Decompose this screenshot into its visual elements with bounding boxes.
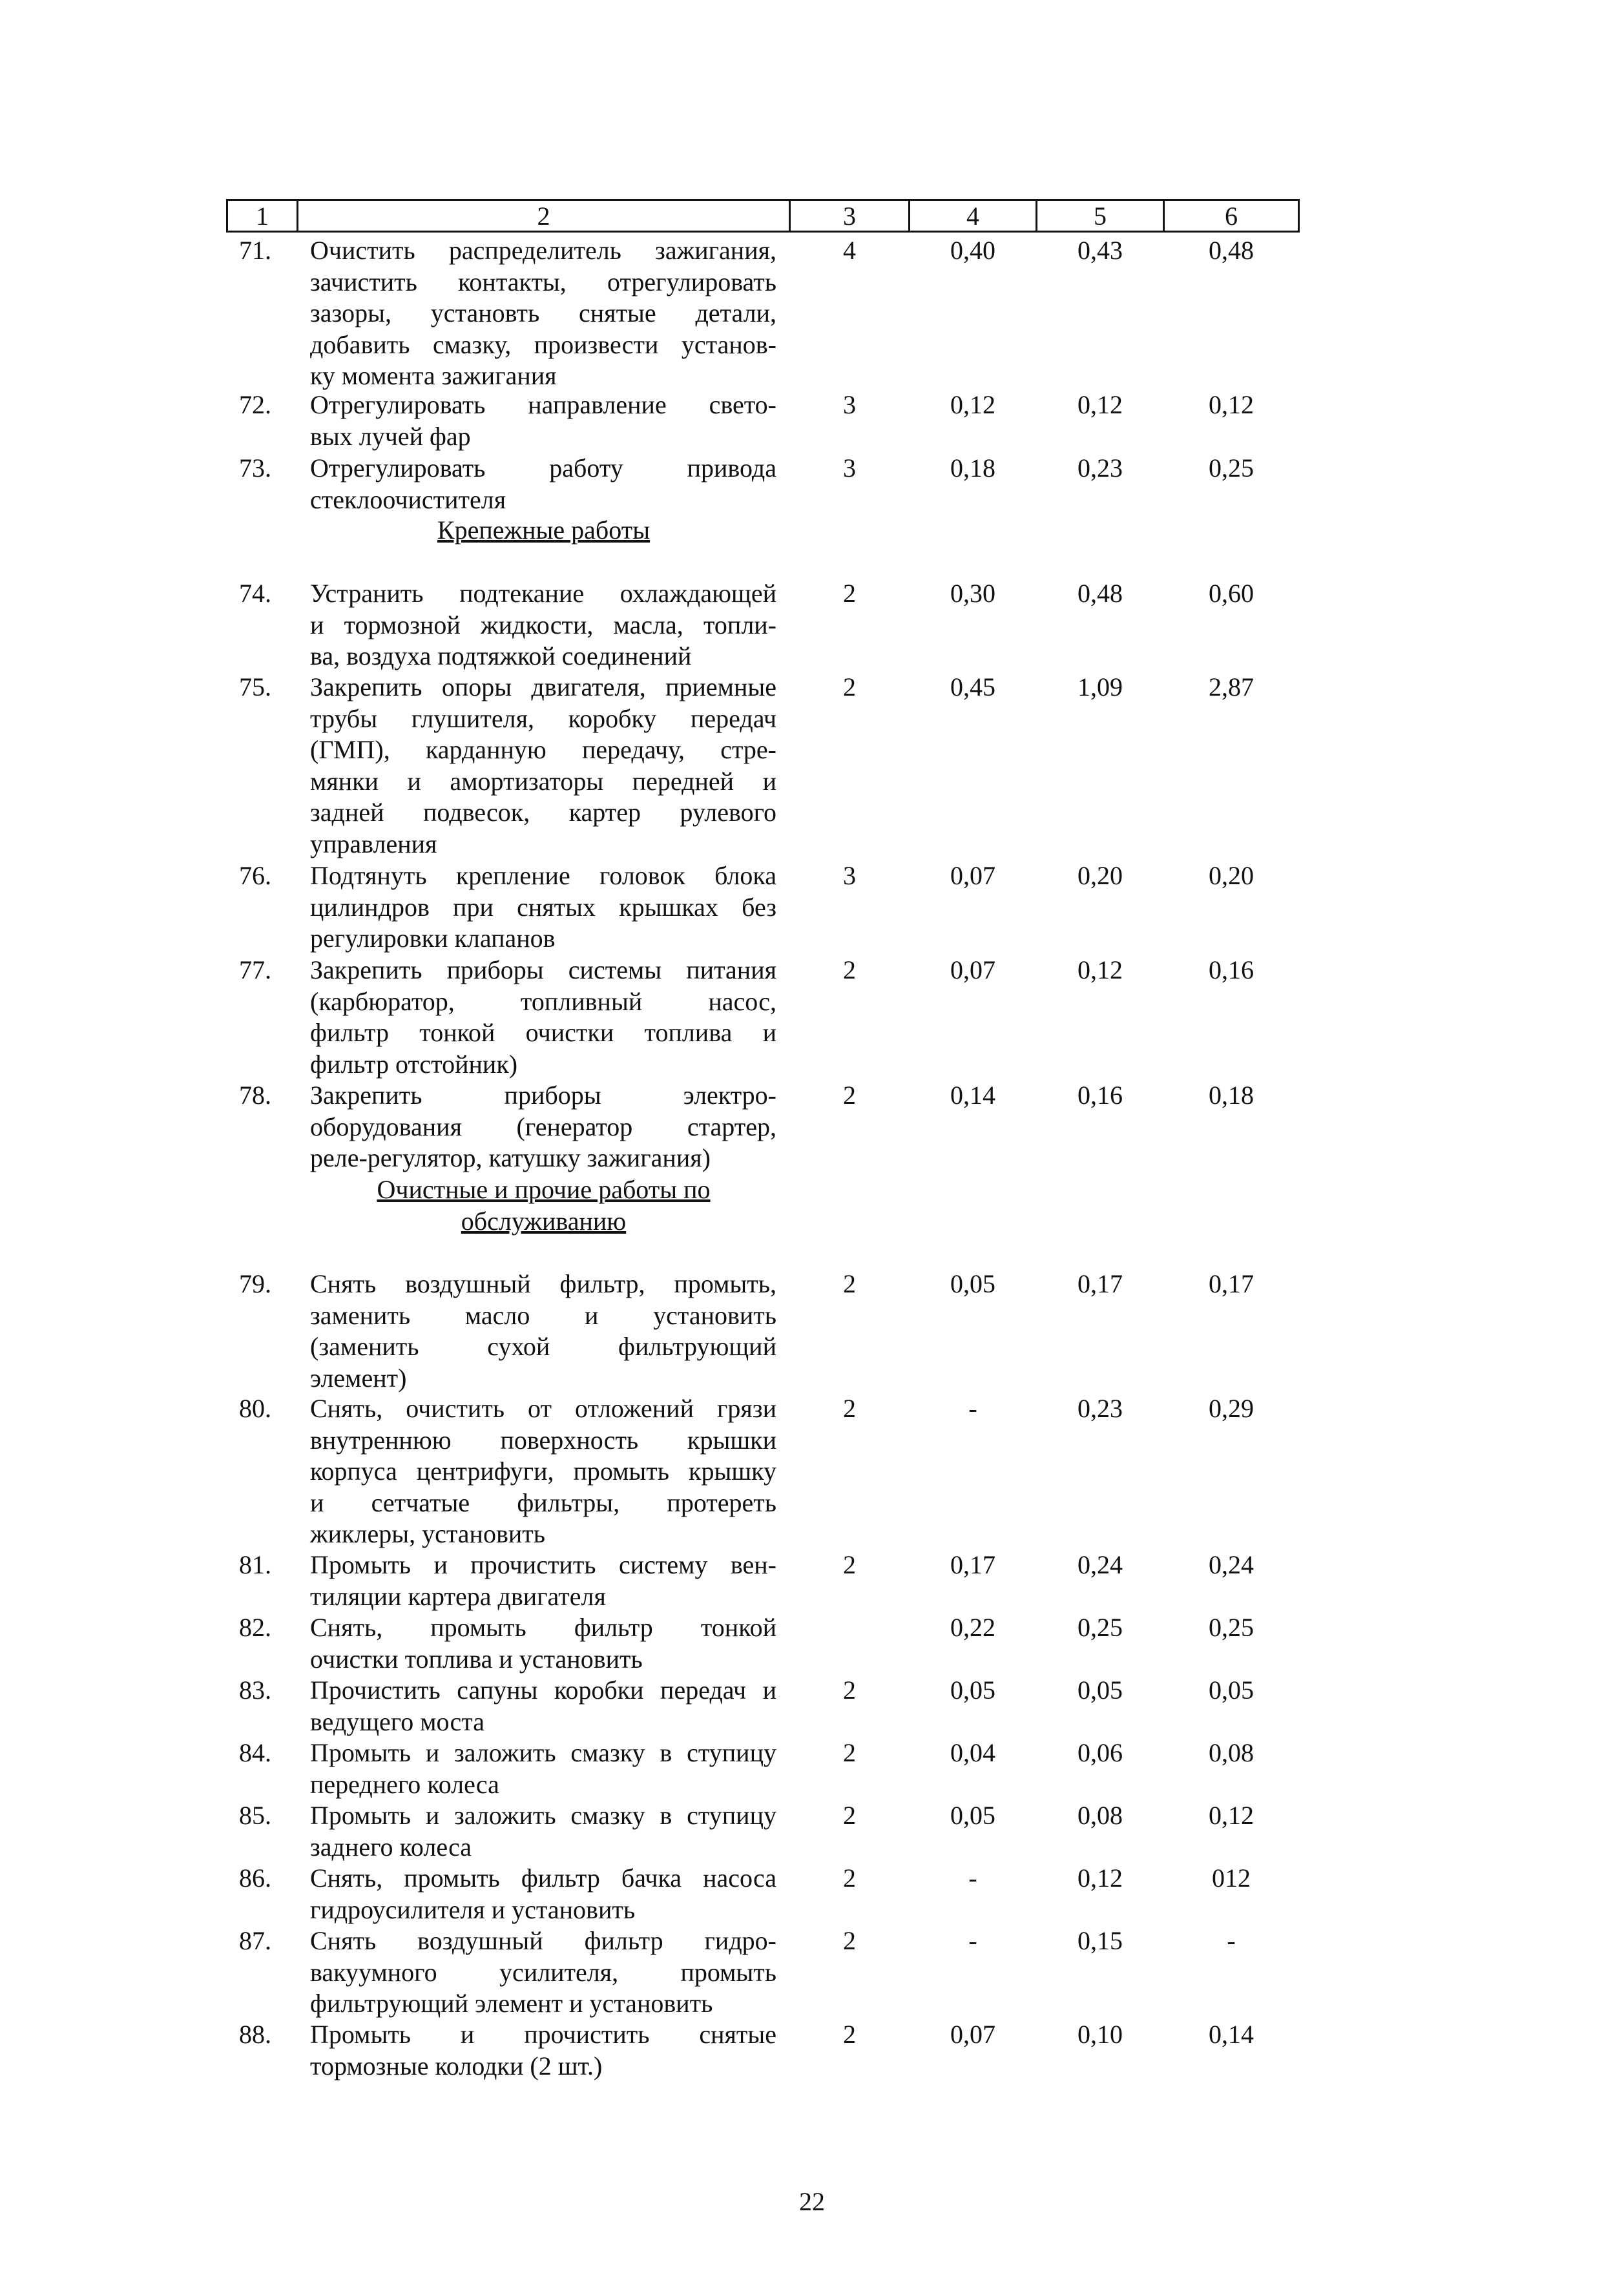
description-line: стеклоочистителя (310, 484, 506, 514)
section-heading: Крепежные работы (437, 515, 651, 545)
col5-value: 0,12 (1077, 955, 1123, 984)
description-line: Устранить подтекание охлаждающей (310, 579, 776, 608)
description-line: жиклеры, установить (310, 1519, 545, 1548)
row-number: 75. (239, 672, 271, 701)
section-heading-line: Очистные и прочие работы по (377, 1175, 711, 1204)
col5-value: 1,09 (1077, 672, 1123, 701)
col4-value: 0,22 (950, 1613, 995, 1642)
description-line: Подтянуть крепление головок блока (310, 861, 776, 890)
col4-value: 0,45 (950, 672, 995, 701)
description-line: (заменить сухой фильтрующий (310, 1332, 776, 1361)
description-line: Очистить распределитель зажигания, (310, 236, 776, 265)
row-description (310, 2019, 776, 2082)
row-number: 73. (239, 453, 271, 482)
description-line: ку момента зажигания (310, 361, 557, 390)
header-cell-4: 4 (908, 199, 1037, 233)
col6-value: 0,05 (1209, 1675, 1254, 1705)
col6-value: 0,16 (1209, 955, 1254, 984)
description-line: Снять воздушный фильтр, промыть, (310, 1269, 776, 1298)
col4-value: - (968, 1926, 977, 1955)
row-number: 80. (239, 1394, 271, 1423)
row-description (310, 1269, 776, 1394)
col5-value: 0,43 (1077, 236, 1123, 265)
col6-value: 012 (1212, 1863, 1251, 1893)
row-number: 81. (239, 1550, 271, 1579)
row-description (310, 672, 776, 860)
row-number: 78. (239, 1081, 271, 1110)
col3-value: 2 (843, 579, 856, 608)
row-description (310, 860, 776, 955)
col3-value: 2 (843, 1863, 856, 1893)
col6-value: 0,29 (1209, 1394, 1254, 1423)
page-number: 22 (799, 2187, 825, 2216)
description-line: и тормозной жидкости, масла, топли- (310, 610, 776, 639)
col5-value: 0,06 (1077, 1738, 1123, 1767)
col5-value: 0,23 (1077, 1394, 1123, 1423)
row-description (310, 1925, 776, 2020)
col6-value: 0,12 (1209, 1801, 1254, 1830)
description-line: оборудования (генератор стартер, (310, 1112, 776, 1141)
description-line: гидроусилителя и установить (310, 1894, 636, 1924)
row-number: 72. (239, 390, 271, 419)
description-line: управления (310, 829, 437, 858)
description-line: фильтр отстойник) (310, 1049, 518, 1079)
description-line: регулировки клапанов (310, 924, 556, 953)
description-line: Промыть и прочистить систему вен- (310, 1550, 776, 1579)
col3-value: 2 (843, 1675, 856, 1705)
description-line: очистки топлива и установить (310, 1644, 643, 1674)
col4-value: 0,14 (950, 1081, 995, 1110)
col4-value: 0,07 (950, 955, 995, 984)
description-line: внутреннюю поверхность крышки (310, 1425, 776, 1455)
row-description (310, 1612, 776, 1675)
description-line: и сетчатые фильтры, протереть (310, 1488, 776, 1517)
header-cell-1: 1 (226, 199, 298, 233)
description-line: Промыть и заложить смазку в ступицу (310, 1738, 776, 1767)
col3-value: 2 (843, 1269, 856, 1298)
description-line: Прочистить сапуны коробки передач и (310, 1675, 776, 1705)
row-number: 82. (239, 1613, 271, 1642)
col6-value: 0,48 (1209, 236, 1254, 265)
col3-value: 2 (843, 1738, 856, 1767)
description-line: мянки и амортизаторы передней и (310, 766, 776, 796)
col3-value: 2 (843, 1926, 856, 1955)
description-line: вакуумного усилителя, промыть (310, 1957, 776, 1987)
row-description (310, 389, 776, 452)
description-line: Промыть и прочистить снятые (310, 2020, 776, 2049)
row-description (310, 1675, 776, 1737)
row-description (310, 453, 776, 515)
description-line: (карбюратор, топливный насос, (310, 986, 776, 1016)
col6-value: 0,17 (1209, 1269, 1254, 1298)
row-description (310, 1393, 776, 1550)
col5-value: 0,10 (1077, 2020, 1123, 2049)
col3-value: 2 (843, 1550, 856, 1579)
description-line: Закрепить опоры двигателя, приемные (310, 672, 776, 701)
description-line: Снять воздушный фильтр гидро- (310, 1926, 776, 1955)
description-line: реле-регулятор, катушку зажигания) (310, 1143, 711, 1172)
col3-value: 2 (843, 2020, 856, 2049)
col6-value: 0,08 (1209, 1738, 1254, 1767)
description-line: зачистить контакты, отрегулировать (310, 267, 776, 296)
col3-value: 2 (843, 955, 856, 984)
col6-value: - (1227, 1926, 1236, 1955)
description-line: корпуса центрифуги, промыть крышку (310, 1457, 776, 1486)
row-description (310, 955, 776, 1080)
col4-value: - (968, 1863, 977, 1893)
description-line: переднего колеса (310, 1769, 499, 1799)
col3-value: 2 (843, 1801, 856, 1830)
col5-value: 0,08 (1077, 1801, 1123, 1830)
col5-value: 0,12 (1077, 390, 1123, 419)
col5-value: 0,05 (1077, 1675, 1123, 1705)
description-line: заднего колеса (310, 1832, 472, 1862)
col5-value: 0,12 (1077, 1863, 1123, 1893)
description-line: Отрегулировать работу привода (310, 453, 776, 482)
description-line: тормозные колодки (2 шт.) (310, 2051, 603, 2080)
description-line: (ГМП), карданную передачу, стре- (310, 735, 776, 764)
col6-value: 0,12 (1209, 390, 1254, 419)
row-number: 77. (239, 955, 271, 984)
col4-value: - (968, 1394, 977, 1423)
col6-value: 2,87 (1209, 672, 1254, 701)
col6-value: 0,25 (1209, 1613, 1254, 1642)
description-line: заменить масло и установить (310, 1300, 776, 1330)
row-description (310, 235, 776, 392)
col5-value: 0,17 (1077, 1269, 1123, 1298)
col3-value: 3 (843, 453, 856, 482)
row-number: 71. (239, 236, 271, 265)
col4-value: 0,18 (950, 453, 995, 482)
col5-value: 0,23 (1077, 453, 1123, 482)
col3-value: 4 (843, 236, 856, 265)
description-line: зазоры, установть снятые детали, (310, 298, 776, 327)
section-heading-line: обслуживанию (461, 1206, 627, 1236)
col6-value: 0,25 (1209, 453, 1254, 482)
header-cell-6: 6 (1163, 199, 1300, 233)
description-line: тиляции картера двигателя (310, 1581, 606, 1611)
row-description (310, 1550, 776, 1612)
row-number: 76. (239, 861, 271, 890)
description-line: задней подвесок, картер рулевого (310, 798, 776, 827)
row-description (310, 1863, 776, 1925)
col5-value: 0,16 (1077, 1081, 1123, 1110)
description-line: фильтр тонкой очистки топлива и (310, 1018, 776, 1047)
col4-value: 0,05 (950, 1801, 995, 1830)
col4-value: 0,04 (950, 1738, 995, 1767)
col6-value: 0,20 (1209, 861, 1254, 890)
row-number: 85. (239, 1801, 271, 1830)
description-line: Снять, промыть фильтр тонкой (310, 1613, 776, 1642)
col5-value: 0,25 (1077, 1613, 1123, 1642)
section-heading (297, 1174, 791, 1237)
description-line: ва, воздуха подтяжкой соединений (310, 641, 692, 670)
col3-value: 2 (843, 1394, 856, 1423)
col4-value: 0,07 (950, 2020, 995, 2049)
row-number: 84. (239, 1738, 271, 1767)
col5-value: 0,24 (1077, 1550, 1123, 1579)
row-number: 87. (239, 1926, 271, 1955)
col4-value: 0,07 (950, 861, 995, 890)
col6-value: 0,60 (1209, 579, 1254, 608)
row-description (310, 1737, 776, 1800)
row-number: 79. (239, 1269, 271, 1298)
header-cell-2: 2 (297, 199, 791, 233)
col3-value: 3 (843, 390, 856, 419)
header-cell-5: 5 (1036, 199, 1165, 233)
row-description (310, 1800, 776, 1863)
row-number: 74. (239, 579, 271, 608)
header-cell-3: 3 (789, 199, 910, 233)
row-number: 88. (239, 2020, 271, 2049)
description-line: вых лучей фар (310, 421, 471, 451)
col4-value: 0,12 (950, 390, 995, 419)
col3-value: 2 (843, 672, 856, 701)
row-description (310, 1080, 776, 1174)
description-line: Закрепить приборы системы питания (310, 955, 776, 984)
col4-value: 0,05 (950, 1269, 995, 1298)
description-line: Отрегулировать направление свето- (310, 390, 776, 419)
description-line: Снять, очистить от отложений грязи (310, 1394, 776, 1423)
description-line: фильтрующий элемент и установить (310, 1989, 713, 2018)
col4-value: 0,17 (950, 1550, 995, 1579)
col6-value: 0,18 (1209, 1081, 1254, 1110)
col5-value: 0,15 (1077, 1926, 1123, 1955)
col5-value: 0,48 (1077, 579, 1123, 608)
description-line: элемент) (310, 1363, 407, 1393)
row-description (310, 578, 776, 672)
description-line: Снять, промыть фильтр бачка насоса (310, 1863, 776, 1893)
col3-value: 3 (843, 861, 856, 890)
row-number: 83. (239, 1675, 271, 1705)
description-line: Промыть и заложить смазку в ступицу (310, 1801, 776, 1830)
description-line: трубы глушителя, коробку передач (310, 703, 776, 733)
col6-value: 0,14 (1209, 2020, 1254, 2049)
col5-value: 0,20 (1077, 861, 1123, 890)
description-line: добавить смазку, произвести установ- (310, 329, 776, 359)
col3-value: 2 (843, 1081, 856, 1110)
description-line: цилиндров при снятых крышках без (310, 892, 776, 922)
col4-value: 0,30 (950, 579, 995, 608)
row-number: 86. (239, 1863, 271, 1893)
col6-value: 0,24 (1209, 1550, 1254, 1579)
col4-value: 0,40 (950, 236, 995, 265)
col4-value: 0,05 (950, 1675, 995, 1705)
description-line: Закрепить приборы электро- (310, 1081, 776, 1110)
description-line: ведущего моста (310, 1706, 484, 1736)
